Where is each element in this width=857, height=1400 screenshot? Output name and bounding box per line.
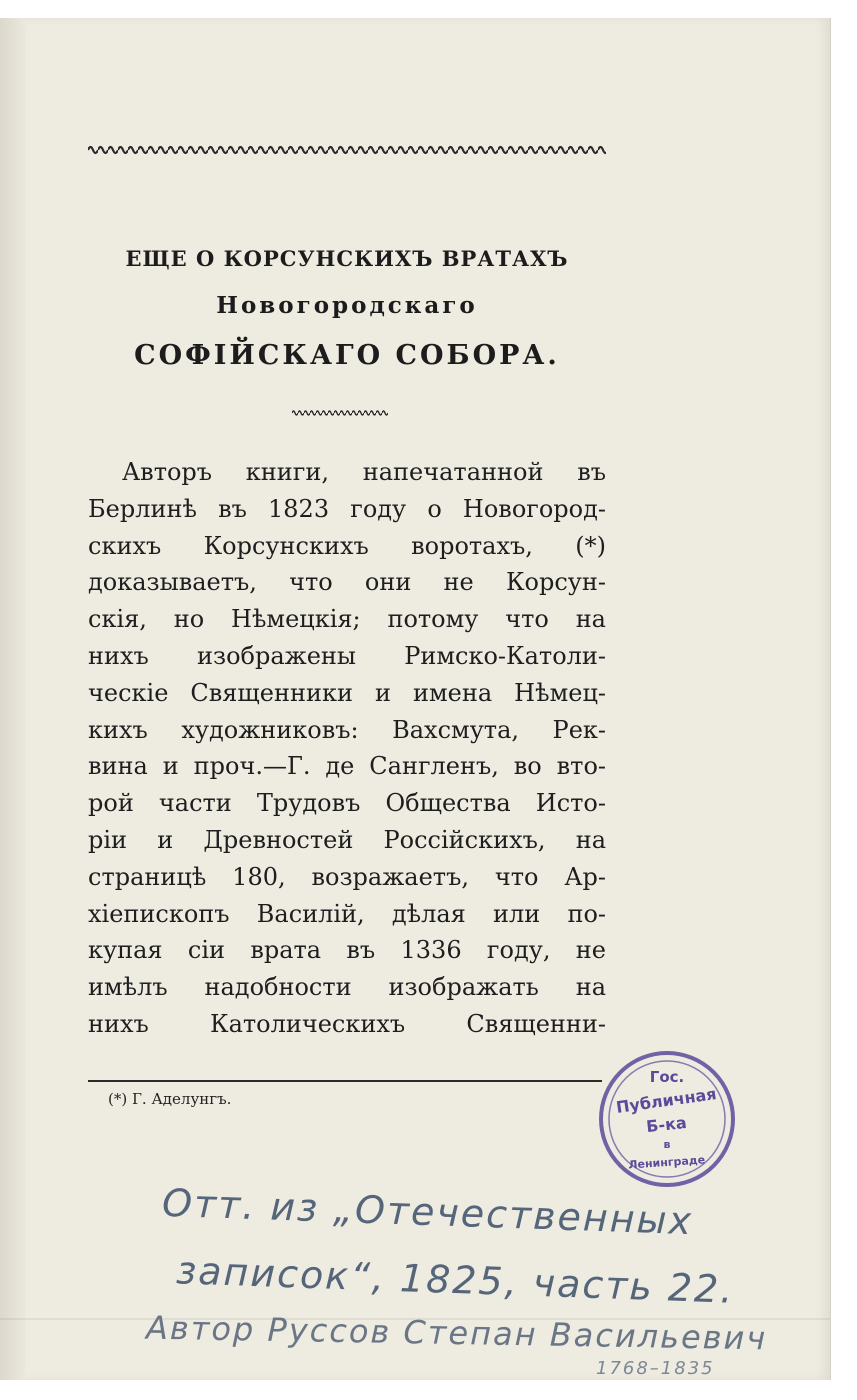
footnote: (*) Г. Аделунгъ.: [108, 1090, 232, 1108]
body-line: нихъ Католическихъ Священни-: [88, 1009, 606, 1038]
body-line: скихъ Корсунскихъ воротахъ, (*): [88, 531, 606, 560]
handwritten-note-line-3: Автор Руссов Степан Васильевич: [145, 1308, 768, 1358]
body-line: доказываетъ, что они не Корсун-: [88, 568, 606, 597]
body-line: купая сіи врата въ 1336 году, не: [88, 936, 606, 965]
stamp-line-5: Ленинграде: [627, 1153, 706, 1172]
body-line: вина и проч.—Г. де Сангленъ, во вто-: [88, 752, 606, 781]
ornamental-rule-small: [292, 408, 388, 418]
footnote-rule: [88, 1080, 602, 1082]
handwritten-note-line-1: Отт. из „Отечественных: [161, 1180, 694, 1244]
body-line: страницѣ 180, возражаетъ, что Ар-: [88, 862, 606, 891]
stamp-line-4: в: [663, 1138, 671, 1151]
body-line: нихъ изображены Римско-Католи-: [88, 641, 606, 670]
body-line: кихъ художниковъ: Вахсмута, Рек-: [88, 715, 606, 744]
body-line: Авторъ книги, напечатанной въ: [122, 458, 606, 486]
body-line: имѣлъ надобности изображать на: [88, 973, 606, 1002]
body-paragraph: [88, 454, 606, 1043]
body-line: ріи и Древностей Россійскихъ, на: [88, 825, 606, 854]
body-line: рой части Трудовъ Общества Исто-: [88, 789, 606, 818]
handwritten-note-line-4: 1768–1835: [596, 1358, 715, 1379]
stamp-line-2: Публичная: [614, 1084, 718, 1117]
body-line: Берлинѣ въ 1823 году о Новогород-: [88, 494, 606, 523]
ornamental-rule-top: [88, 142, 606, 158]
document-page: [0, 18, 831, 1380]
title-line-2: Новогородскаго: [216, 292, 478, 319]
page-left-edge: [0, 18, 26, 1380]
body-line: скія, но Нѣмецкія; потому что на: [88, 605, 606, 634]
title-line-3: СОФІЙСКАГО СОБОРА.: [134, 340, 560, 371]
title-line-1: ЕЩЕ О КОРСУНСКИХЪ ВРАТАХЪ: [125, 246, 569, 271]
body-line: ческіе Священники и имена Нѣмец-: [88, 678, 606, 707]
handwritten-note-line-2: записок“, 1825, часть 22.: [175, 1248, 736, 1312]
stamp-line-3: Б-ка: [645, 1112, 688, 1137]
stamp-line-1: Гос.: [649, 1068, 685, 1086]
body-line: хіепископъ Василій, дѣлая или по-: [88, 899, 606, 928]
library-stamp: [596, 1048, 738, 1190]
